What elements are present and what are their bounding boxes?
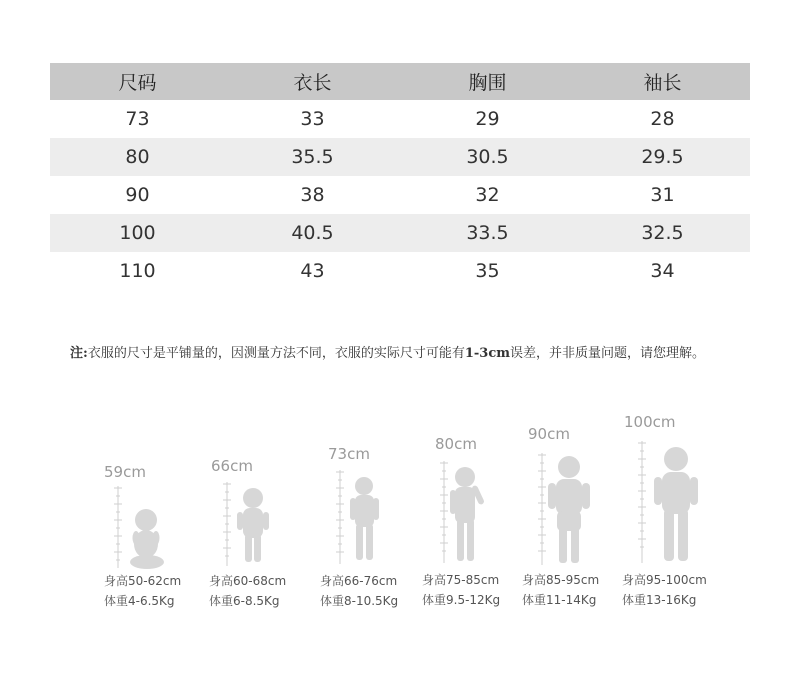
cell-length: 35.5	[291, 146, 334, 168]
height-label: 100cm	[624, 413, 676, 431]
height-label: 59cm	[104, 463, 146, 481]
cell-size: 100	[119, 222, 156, 244]
table-row	[50, 252, 750, 290]
size-table	[50, 63, 750, 290]
ruler-child-icon	[420, 455, 520, 593]
ruler-child-icon	[520, 447, 620, 597]
height-label: 66cm	[211, 457, 253, 475]
measurement-note	[70, 342, 770, 361]
ruler-toddler-icon	[207, 476, 307, 591]
height-range: 身高50-62cm	[104, 574, 182, 588]
height-label: 80cm	[435, 435, 477, 453]
note-text-a: 衣服的尺寸是平铺量的，因测量方法不同，衣服的实际尺寸可能有	[87, 346, 465, 361]
kid-90	[520, 423, 620, 623]
height-range: 身高85-95cm	[522, 573, 600, 587]
cell-length: 38	[300, 184, 325, 206]
table-row	[50, 100, 750, 138]
cell-length: 43	[300, 260, 325, 282]
cell-size: 110	[119, 260, 156, 282]
ruler-child-icon	[318, 464, 418, 592]
kid-info	[522, 570, 599, 610]
cell-sleeve: 32.5	[641, 222, 684, 244]
kid-info	[104, 571, 181, 611]
header-length: 衣长	[293, 72, 332, 94]
weight-range: 体重8-10.5Kg	[320, 594, 399, 608]
kid-66	[207, 456, 307, 621]
kid-100	[620, 411, 730, 623]
cell-sleeve: 34	[650, 260, 675, 282]
kid-info	[320, 571, 398, 611]
weight-range: 体重11-14Kg	[522, 593, 597, 607]
kid-info	[422, 570, 500, 610]
weight-range: 体重4-6.5Kg	[104, 594, 175, 608]
note-range: 1-3cm	[464, 346, 510, 361]
note-text-b: 误差，并非质量问题，请您理解。	[510, 346, 706, 361]
header-chest: 胸围	[468, 72, 507, 94]
note-label: 注:	[70, 346, 88, 361]
cell-chest: 33.5	[466, 222, 509, 244]
kid-59	[100, 460, 200, 620]
cell-chest: 32	[475, 184, 500, 206]
cell-sleeve: 28	[650, 108, 675, 130]
height-label: 90cm	[528, 425, 570, 443]
height-range: 身高60-68cm	[209, 574, 287, 588]
cell-size: 80	[125, 146, 150, 168]
height-label: 73cm	[328, 445, 370, 463]
cell-sleeve: 29.5	[641, 146, 684, 168]
cell-chest: 29	[475, 108, 500, 130]
kid-80	[420, 433, 520, 623]
weight-range: 体重13-16Kg	[622, 593, 697, 607]
ruler-baby-icon	[100, 482, 200, 592]
cell-length: 40.5	[291, 222, 334, 244]
kid-73	[318, 444, 418, 624]
header-size: 尺码	[118, 72, 157, 94]
cell-chest: 35	[475, 260, 500, 282]
kid-info	[622, 570, 707, 610]
kid-info	[209, 571, 286, 611]
table-header-row	[50, 63, 750, 100]
height-range: 身高66-76cm	[320, 574, 398, 588]
cell-size: 90	[125, 184, 150, 206]
height-range: 身高95-100cm	[622, 573, 707, 587]
table-row	[50, 138, 750, 176]
cell-sleeve: 31	[650, 184, 675, 206]
weight-range: 体重9.5-12Kg	[422, 593, 501, 607]
table-row	[50, 176, 750, 214]
header-sleeve: 袖长	[643, 72, 682, 94]
cell-length: 33	[300, 108, 325, 130]
weight-range: 体重6-8.5Kg	[209, 594, 280, 608]
cell-chest: 30.5	[466, 146, 509, 168]
height-range: 身高75-85cm	[422, 573, 500, 587]
ruler-child-icon	[620, 435, 730, 595]
cell-size: 73	[125, 108, 150, 130]
table-row	[50, 214, 750, 252]
